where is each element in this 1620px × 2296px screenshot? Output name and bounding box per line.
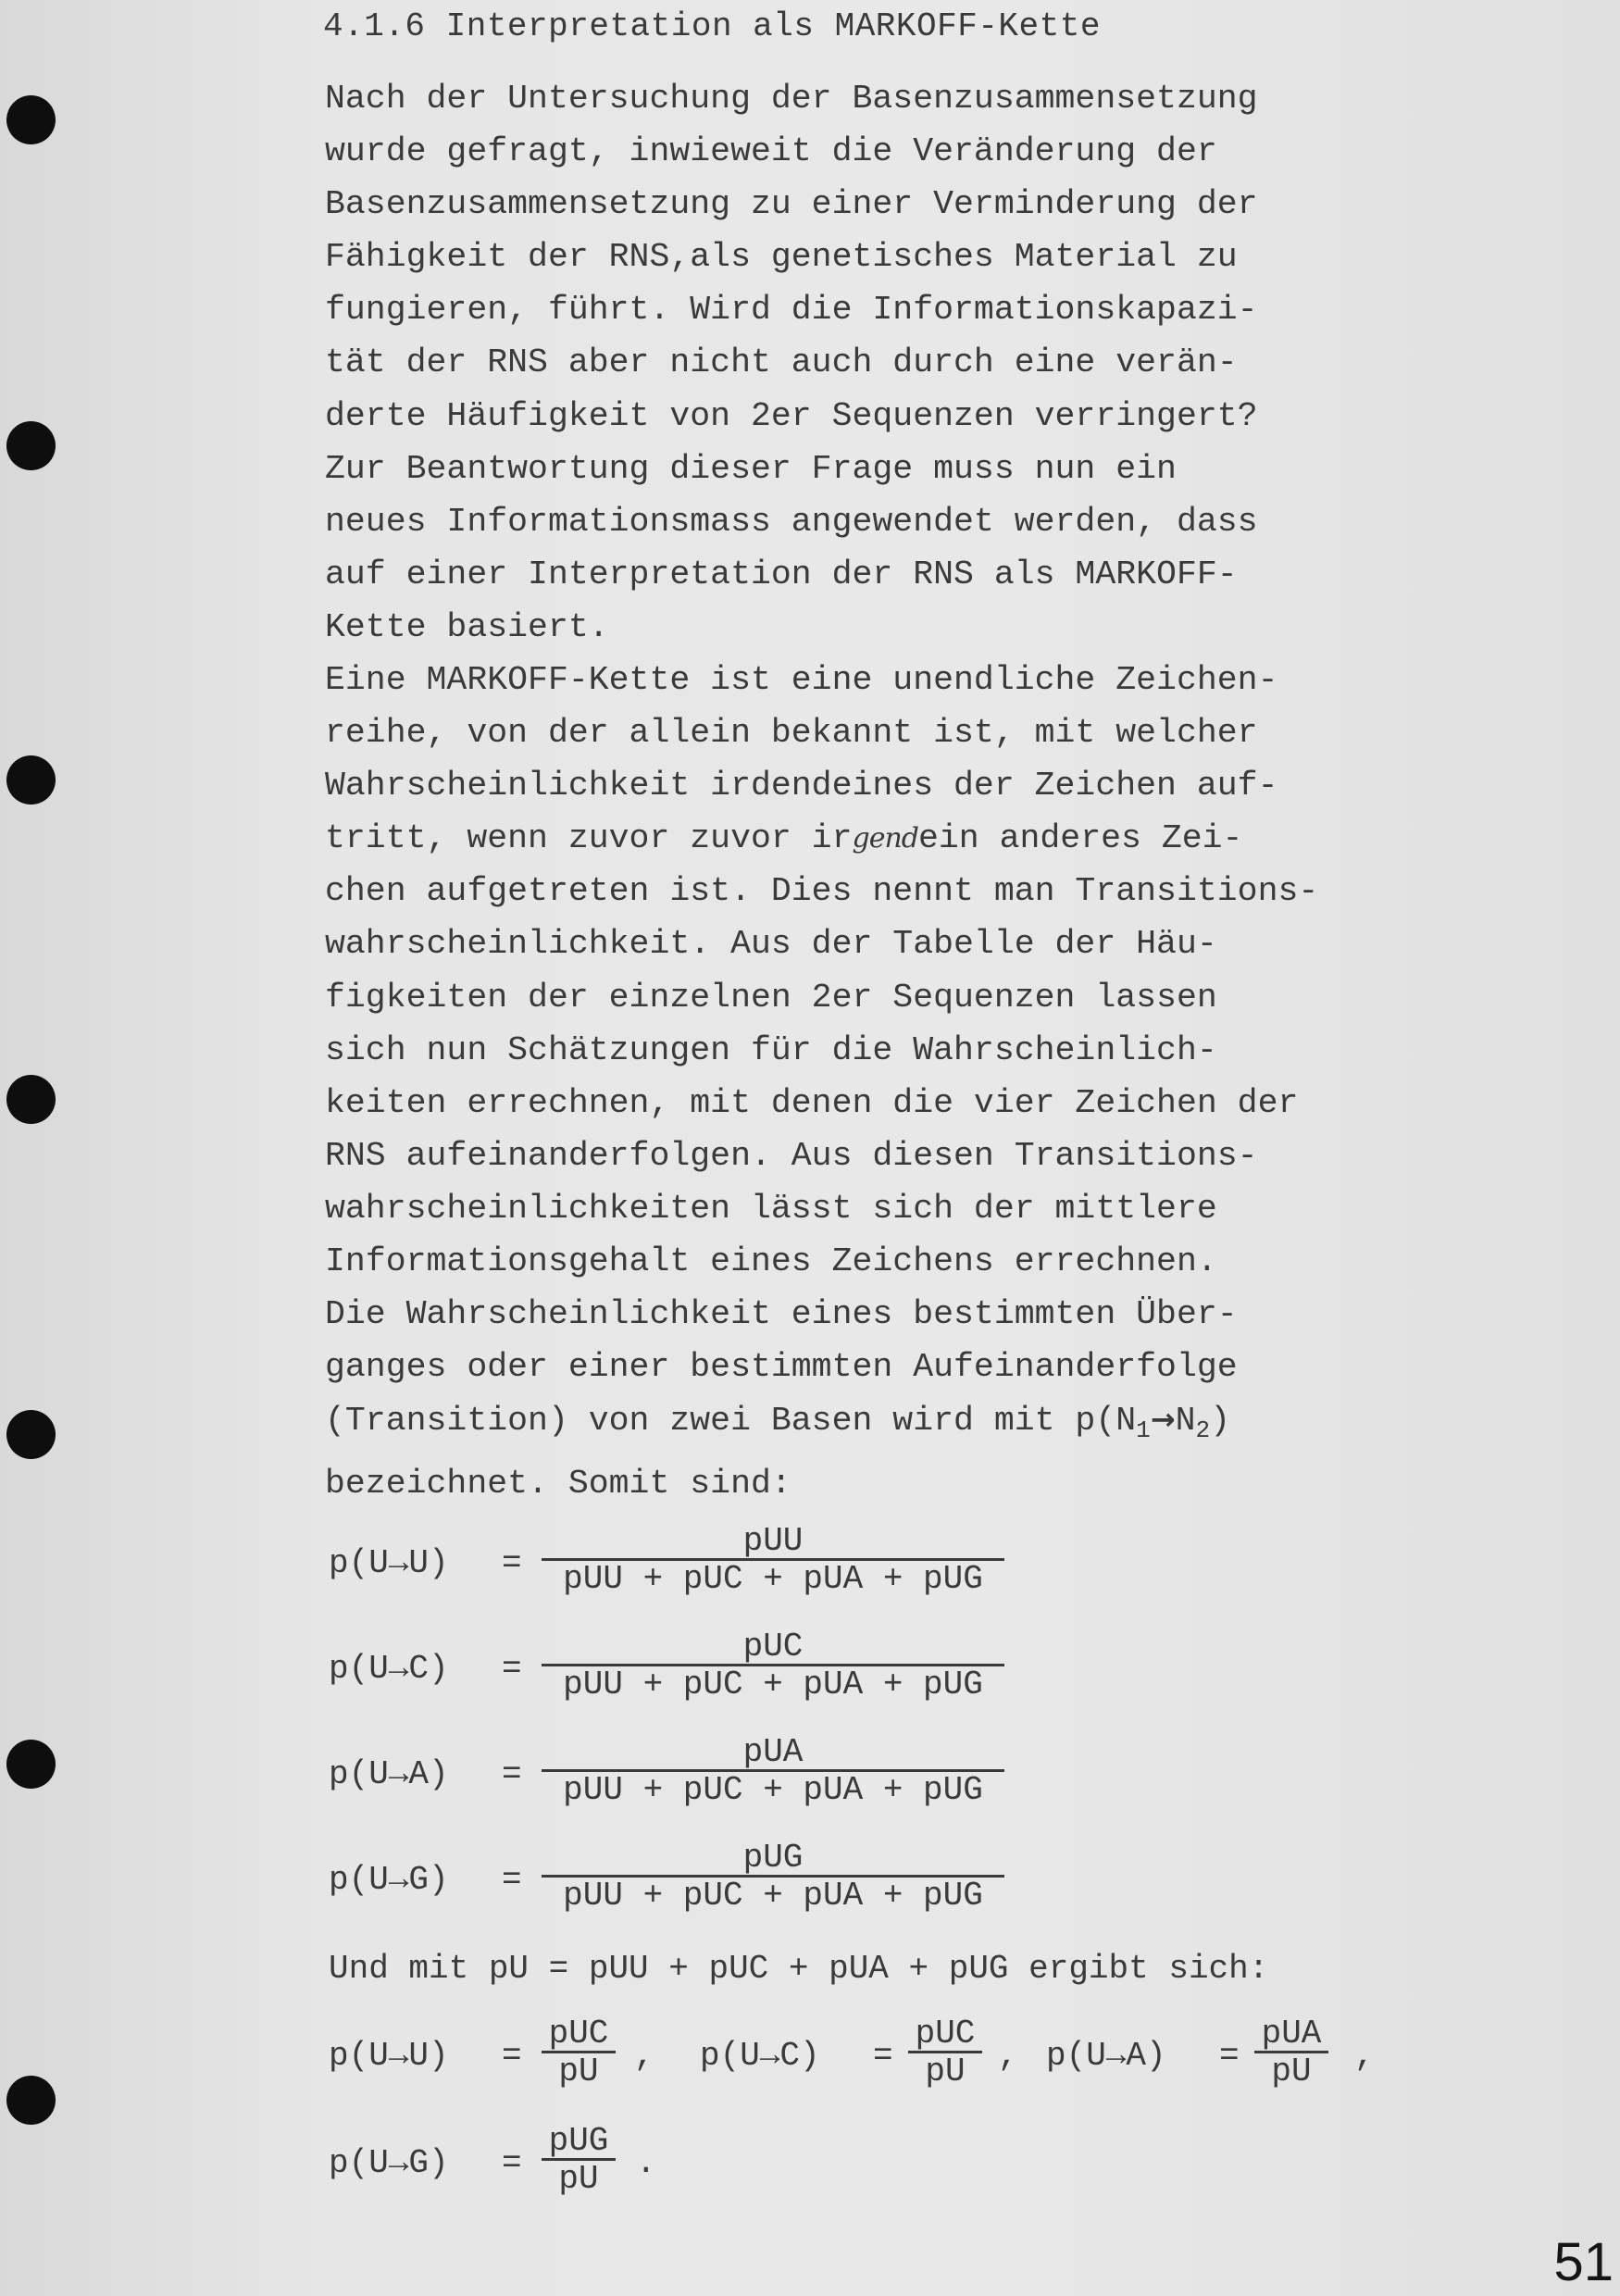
short-equation-2 [700,2015,1018,2090]
equation-lhs: p(U→A) [329,1755,449,1793]
text-line: derte Häufigkeit von 2er Sequenzen verringert? [325,396,1258,435]
punch-hole [6,421,56,470]
section-heading: 4.1.6 Interpretation als MARKOFF-Kette [323,7,1101,45]
punch-hole [6,755,56,805]
connector-text: Und mit pU = pUU + pUC + pUA + pUG ergibt sich: [329,1950,1269,1988]
equation-lhs: p(U→U) [329,2037,449,2075]
numerator: pUA [1254,2017,1328,2053]
separator: , [998,2037,1018,2075]
separator: . [636,2144,656,2182]
text-line: Basenzusammensetzung zu einer Verminderung der [325,185,1258,224]
fraction [1254,2017,1328,2090]
text-line: Eine MARKOFF-Kette ist eine unendliche Zeichen- [325,661,1278,699]
equation-lhs: p(U→G) [329,1861,449,1899]
equation-1 [329,1522,983,1598]
separator: , [634,2037,654,2075]
equals-sign: = [502,2037,522,2075]
text-line: wahrscheinlichkeiten lässt sich der mittlere [325,1189,1217,1228]
fraction [542,1733,1004,1809]
denominator: pUU + pUC + pUA + pUG [563,1771,983,1809]
text-line: bezeichnet. Somit sind: [325,1465,791,1504]
punch-hole [6,1740,56,1789]
arrow-symbol: → [1150,1402,1176,1438]
text-line: chen aufgetreten ist. Dies nennt man Transitions- [325,872,1319,911]
page-number: 51 [1553,2232,1614,2292]
equals-sign: = [502,1861,522,1899]
equation-lhs: p(U→C) [700,2037,820,2075]
denominator: pUU + pUC + pUA + pUG [563,1666,983,1703]
fraction [542,1841,1004,1915]
denominator: pUU + pUC + pUA + pUG [563,1560,983,1598]
punch-hole [6,1075,56,1124]
fraction [542,2122,616,2198]
equation-lhs: p(U→G) [329,2144,449,2182]
equals-sign: = [1219,2037,1240,2075]
paragraph-2 [325,654,1318,1511]
short-equation-1 [329,2015,654,2090]
denominator: pU [925,2053,966,2090]
punch-hole [6,1410,56,1459]
text-line: auf einer Interpretation der RNS als MARKOFF- [325,555,1238,593]
text-line: keiten errechnen, mit denen die vier Zeichen der [325,1083,1299,1122]
text-line [325,812,1318,865]
numerator: pUC [542,1630,1004,1666]
text-fragment: ein anderes Zei- [917,819,1243,858]
text-line: fungieren, führt. Wird die Informationskapazi- [325,291,1258,330]
numerator: pUU [542,1525,1004,1561]
separator: , [1354,2037,1375,2075]
denominator: pU [1271,2053,1312,2090]
equation-4 [329,1839,983,1915]
fraction [542,1630,1004,1703]
equation-lhs: p(U→U) [329,1544,449,1582]
equation-3 [329,1733,983,1809]
text-line: Informationsgehalt eines Zeichens errechnen. [325,1242,1217,1281]
equation-2 [329,1628,983,1703]
paragraph-1 [325,72,1258,654]
text-line: RNS aufeinanderfolgen. Aus diesen Transitions- [325,1136,1258,1175]
numerator: pUA [542,1736,1004,1772]
fraction [542,2017,616,2090]
equals-sign: = [502,1650,522,1688]
text-line: figkeiten der einzelnen 2er Sequenzen lassen [325,978,1217,1017]
punch-hole [6,2076,56,2125]
equals-sign: = [502,2144,522,2182]
equals-sign: = [502,1544,522,1582]
handwritten-correction: gend [852,822,918,855]
numerator: pUG [542,1841,1004,1878]
denominator: pU [558,2053,599,2090]
fraction [908,2017,982,2090]
text-line: Fähigkeit der RNS,als genetisches Material zu [325,238,1238,277]
equation-lhs: p(U→A) [1046,2037,1166,2075]
equation-lhs: p(U→C) [329,1650,449,1688]
subscript: 1 [1136,1416,1151,1445]
equals-sign: = [873,2037,893,2075]
short-equation-3 [1046,2015,1375,2090]
numerator: pUG [542,2125,616,2161]
text-line [325,1393,1318,1457]
text-fragment: (Transition) von zwei Basen wird mit p(N [325,1402,1137,1441]
equals-sign: = [502,1755,522,1793]
text-line: Nach der Untersuchung der Basenzusammensetzung [325,80,1258,118]
text-line: wahrscheinlichkeit. Aus der Tabelle der Häu- [325,925,1217,964]
fraction [542,1522,1004,1598]
short-equation-4 [329,2122,656,2198]
text-line: wurde gefragt, inwieweit die Veränderung der [325,132,1217,171]
text-fragment: tritt, wenn zuvor zuvor ir [325,819,853,858]
subscript: 2 [1195,1416,1211,1445]
denominator: pU [558,2160,599,2198]
denominator: pUU + pUC + pUA + pUG [563,1877,983,1915]
numerator: pUC [542,2017,616,2053]
punch-hole [6,95,56,144]
text-line: neues Informationsmass angewendet werden, dass [325,502,1258,541]
text-line: tät der RNS aber nicht auch durch eine verän- [325,343,1238,382]
text-fragment: N [1175,1402,1196,1441]
text-line: Kette basiert. [325,607,609,646]
text-line: Zur Beantwortung dieser Frage muss nun ein [325,449,1177,488]
text-line: ganges oder einer bestimmten Aufeinanderfolge [325,1348,1238,1387]
text-line: reihe, von der allein bekannt ist, mit welcher [325,714,1258,753]
text-line: sich nun Schätzungen für die Wahrscheinlich- [325,1030,1217,1069]
numerator: pUC [908,2017,982,2053]
text-line: Wahrscheinlichkeit irdendeines der Zeichen auf- [325,767,1278,805]
text-line: Die Wahrscheinlichkeit eines bestimmten Über- [325,1295,1238,1334]
text-fragment: ) [1210,1402,1230,1441]
